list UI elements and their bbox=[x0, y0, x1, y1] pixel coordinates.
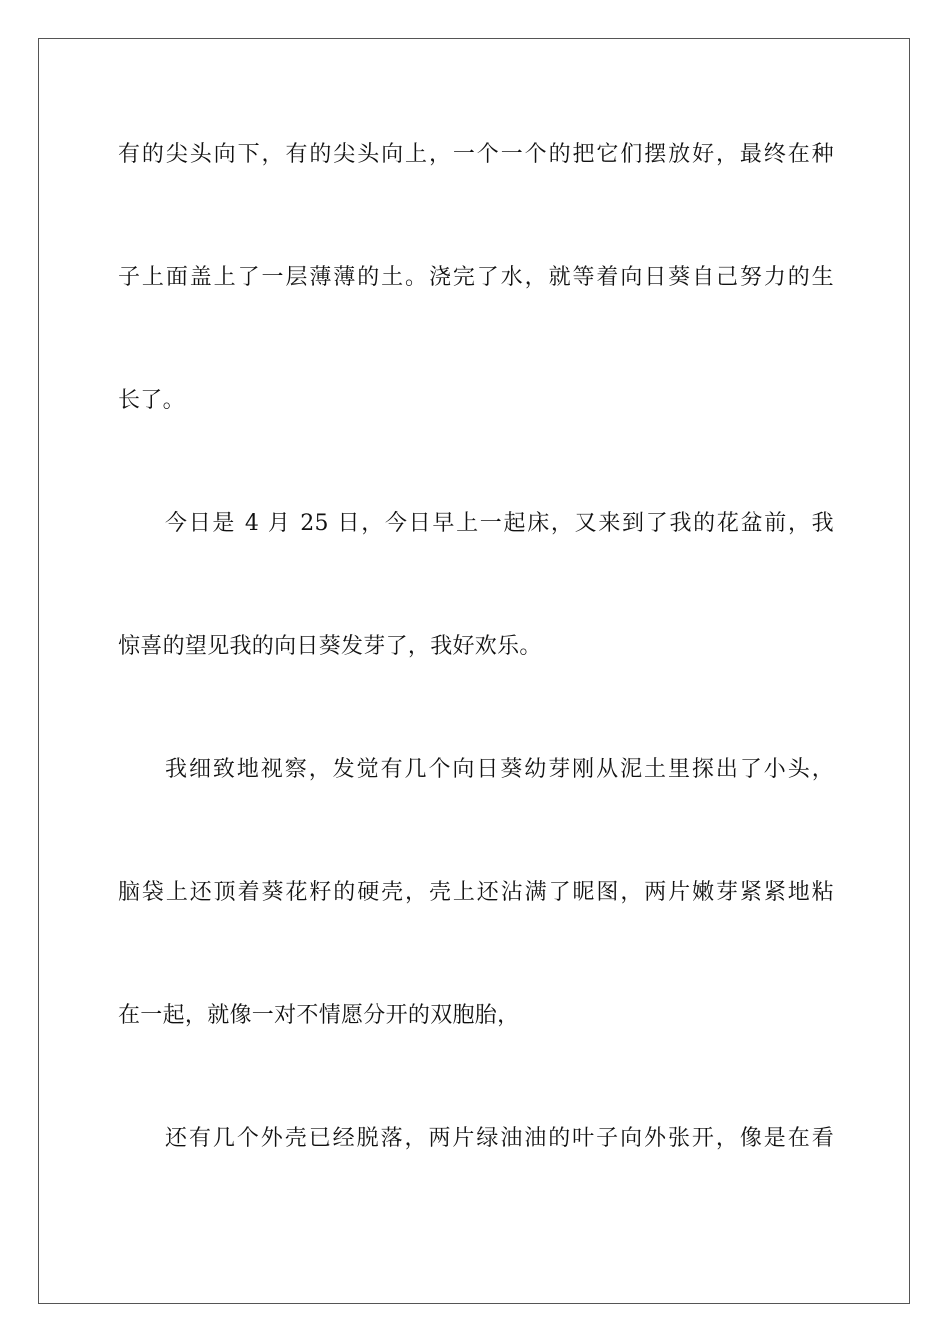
paragraph-start-line: 我细致地视察，发觉有几个向日葵幼芽刚从泥土里探出了小头， bbox=[165, 757, 834, 782]
document-body bbox=[118, 124, 834, 1231]
text-line: 脑袋上还顶着葵花籽的硬壳，壳上还沾满了昵图，两片嫩芽紧紧地粘 bbox=[118, 880, 834, 905]
paragraph-start-line: 今日是 4 月 25 日，今日早上一起床，又来到了我的花盆前，我 bbox=[165, 511, 834, 536]
text-line: 子上面盖上了一层薄薄的土。浇完了水，就等着向日葵自己努力的生 bbox=[118, 265, 834, 290]
text-line: 惊喜的望见我的向日葵发芽了，我好欢乐。 bbox=[118, 634, 542, 659]
text-line: 长了。 bbox=[118, 388, 185, 413]
text-line: 有的尖头向下，有的尖头向上，一个一个的把它们摆放好，最终在种 bbox=[118, 142, 834, 167]
paragraph-start-line: 还有几个外壳已经脱落，两片绿油油的叶子向外张开，像是在看 bbox=[165, 1126, 834, 1151]
text-line: 在一起，就像一对不情愿分开的双胞胎， bbox=[118, 1003, 520, 1028]
